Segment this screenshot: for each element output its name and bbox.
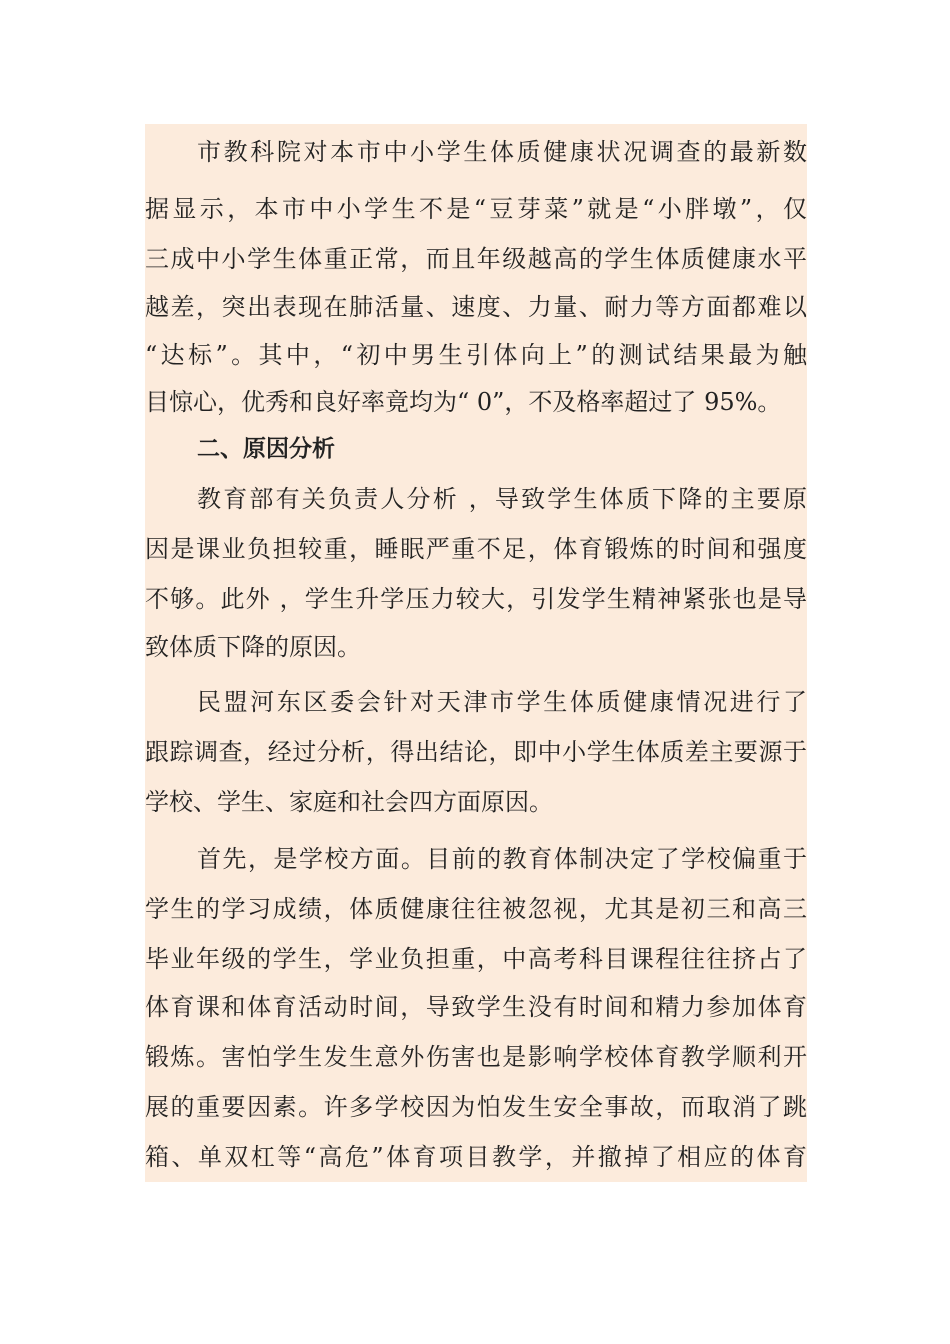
paragraph-line: 教育部有关负责人分析 ，导致学生体质下降的主要原 bbox=[197, 485, 807, 513]
paragraph-line: 致体质下降的原因。 bbox=[145, 633, 361, 661]
paragraph-line: 因是课业负担较重，睡眠严重不足，体育锻炼的时间和强度 bbox=[145, 535, 807, 563]
paragraph-line: 民盟河东区委会针对天津市学生体质健康情况进行了 bbox=[197, 688, 807, 716]
section-heading: 二、原因分析 bbox=[197, 436, 335, 462]
paragraph-line: 展的重要因素。许多学校因为怕发生安全事故，而取消了跳 bbox=[145, 1093, 807, 1121]
paragraph-line: 跟踪调查，经过分析，得出结论，即中小学生体质差主要源于 bbox=[145, 738, 807, 766]
paragraph-line: 目惊心，优秀和良好率竟均为“ 0”，不及格率超过了 95%。 bbox=[145, 388, 782, 416]
paragraph-line: 毕业年级的学生，学业负担重，中高考科目课程往往挤占了 bbox=[145, 945, 807, 973]
paragraph-line: 学校、学生、家庭和社会四方面原因。 bbox=[145, 788, 553, 816]
paragraph-line: 箱、单双杠等“高危”体育项目教学，并撤掉了相应的体育 bbox=[145, 1143, 807, 1171]
paragraph-line: 锻炼。害怕学生发生意外伤害也是影响学校体育教学顺利开 bbox=[145, 1043, 807, 1071]
paragraph-line: 不够。此外 ，学生升学压力较大，引发学生精神紧张也是导 bbox=[145, 585, 807, 613]
paragraph-line: “达标”。其中，“初中男生引体向上”的测试结果最为触 bbox=[145, 341, 807, 369]
paragraph-line: 首先，是学校方面。目前的教育体制决定了学校偏重于 bbox=[197, 845, 807, 873]
paragraph-line: 三成中小学生体重正常，而且年级越高的学生体质健康水平 bbox=[145, 245, 807, 273]
highlighted-text-block bbox=[145, 124, 807, 1182]
paragraph-line: 学生的学习成绩，体质健康往往被忽视，尤其是初三和高三 bbox=[145, 895, 807, 923]
paragraph-line: 体育课和体育活动时间，导致学生没有时间和精力参加体育 bbox=[145, 993, 807, 1021]
paragraph-line: 市教科院对本市中小学生体质健康状况调查的最新数 bbox=[197, 138, 807, 166]
paragraph-line: 据显示，本市中小学生不是“豆芽菜”就是“小胖墩”，仅 bbox=[145, 195, 807, 223]
paragraph-line: 越差，突出表现在肺活量、速度、力量、耐力等方面都难以 bbox=[145, 293, 807, 321]
